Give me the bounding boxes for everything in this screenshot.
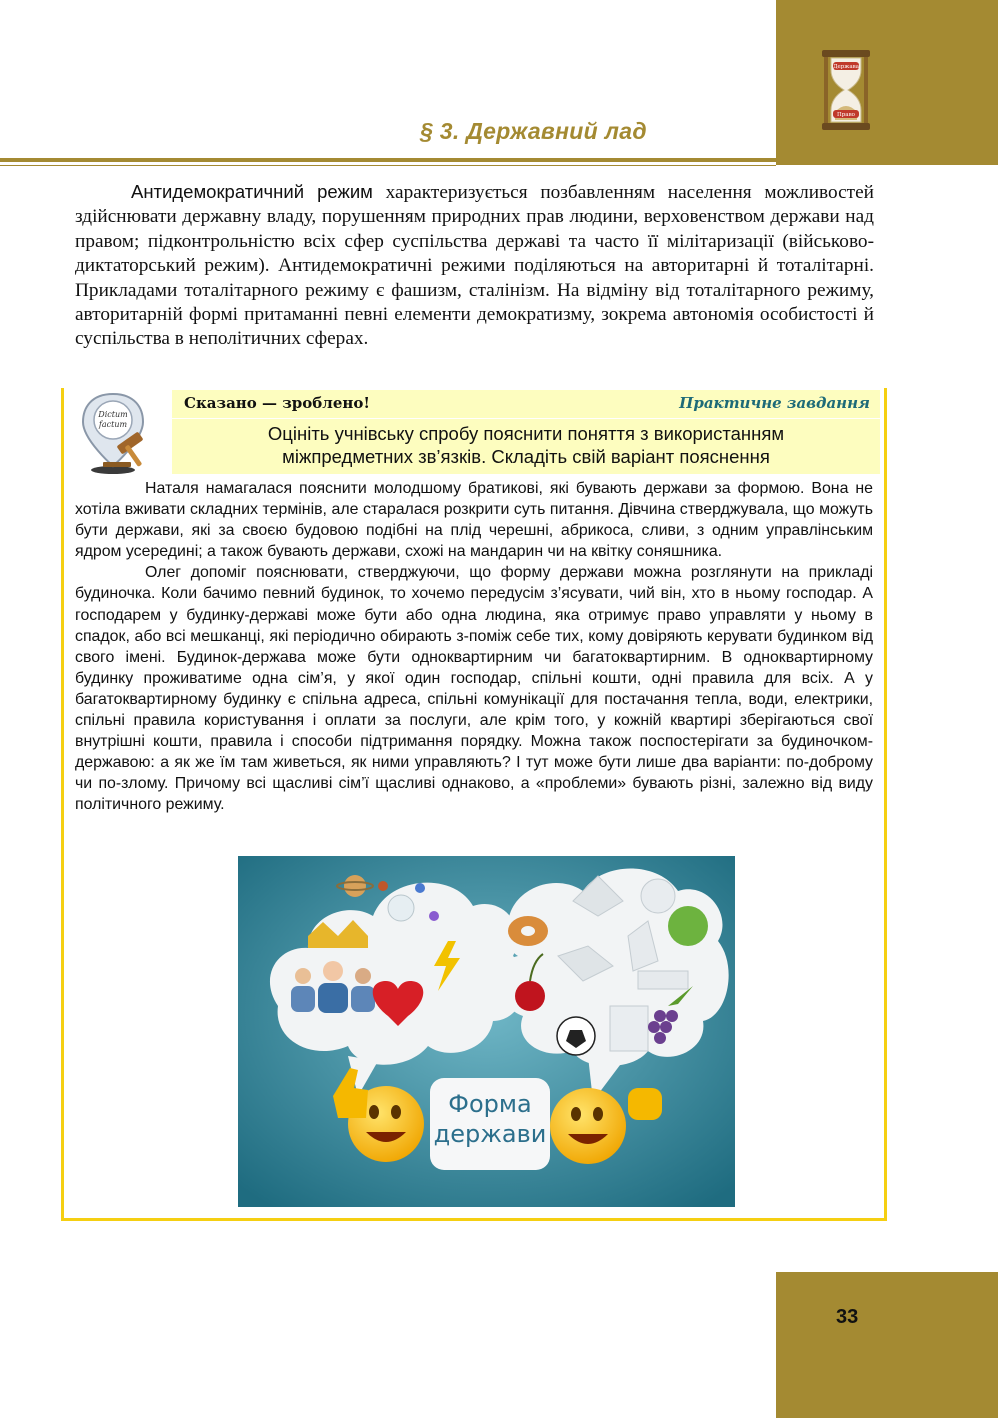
task-instruction-line1: Оцініть учнівську спробу пояснити поняття з використанням [267, 423, 785, 444]
task-instruction [172, 422, 880, 468]
people-icon [323, 961, 343, 981]
cherry-icon [515, 981, 545, 1011]
intro-paragraph [75, 180, 874, 352]
badge-text-dictum: Dictum [98, 410, 128, 419]
task-label-left: Сказано — зроблено! [184, 394, 370, 412]
illustration-caption-line1: Форма [448, 1090, 532, 1118]
task-header [172, 390, 880, 474]
state-form-illustration [238, 856, 735, 1207]
hourglass-bottom-text: Право [836, 112, 856, 118]
task-header-row [172, 390, 880, 419]
page-number-box [776, 1272, 998, 1418]
task-label-right: Практичне завдання [679, 394, 870, 412]
chapter-title: § 3. Державний лад [420, 118, 647, 144]
page-number: 33 [836, 1306, 859, 1328]
gavel-badge-icon [77, 392, 161, 476]
intro-term: Антидемократичний режим [131, 181, 373, 202]
task-story [75, 478, 873, 816]
intro-text: характеризується позбавленням населення можливостей здійснювати державну владу, порушенням природних прав людини, верховенством держави над правом; підконтрольністю всіх сфер суспільства державі та часто її мілітаризації (військово-диктаторський режим). Антидемократичні режими поділяються на авторитарні й тоталітарні. Прикладами тоталітарного режиму є фашизм, сталінізм. На відміну від тоталітарного режиму, авторитарній формі притаманні певні елементи демократизму, зокрема автономія особистості й суспільства в неполітичних сферах. [75, 182, 874, 350]
header-rule-thin [0, 165, 776, 166]
task-instruction-line2: міжпредметних зв’язків. Складіть свій варіант пояснення [282, 446, 770, 467]
hourglass-top-text: Держава [833, 64, 859, 70]
hourglass-logo [819, 48, 873, 132]
story-paragraph-1: Наталя намагалася пояснити молодшому братикові, які бувають держави за формою. Вона не хотіла вживати складних термінів, але старалася розкрити суть питання. Дівчина стверджувала, що можуть бути держави, які за своєю будовою подібні на плід черешні, абрикоса, сливи, з одним управлінським ядром усередині; а також бувають держави, схожі на мандарин чи на квітку соняшника. [75, 480, 873, 561]
story-paragraph-2: Олег допоміг пояснювати, стверджуючи, що форму держави можна розглянути на прикладі будиночка. Коли бачимо певний будинок, то хочемо передусім з’ясувати, чий він, хто в ньому господар. А господарем у будинку-державі може бути або одна людина, яка отримує право управляти у ньому в спадок, або всі мешканці, які періодично обирають з-поміж себе тих, кому довіряють керувати будинком від свого імені. Будинок-держава може бути одноквартирним чи багатоквартирним. В одноквартирному будинку проживатиме одна сім’я, у якої один господар, спільні кошти, одні правила для всіх. А у багатоквартирному будинку є спільна адреса, спільні комунікації для постачання тепла, води, електрики, спільні правила користування і оплати за послуги, але крім того, у кожній квартирі зберігаються свої внутрішні кошти, правила і способи підтримання порядку. Можна також поспостерігати за будиночком-державою: а як же їм там живеться, як ними управляють? І тут може бути лише два варіанти: по-доброму чи по-злому. Причому всі щасливі сім’ї щасливі однаково, а «проблеми» бувають різні, залежно від виду політичного режиму. [75, 564, 873, 814]
planet-icon [344, 875, 366, 897]
corner-decoration [776, 0, 998, 165]
apple-icon [668, 906, 708, 946]
badge-text-factum: factum [98, 420, 128, 429]
illustration-caption-line2: держави [433, 1120, 547, 1148]
header-rule [0, 158, 776, 162]
